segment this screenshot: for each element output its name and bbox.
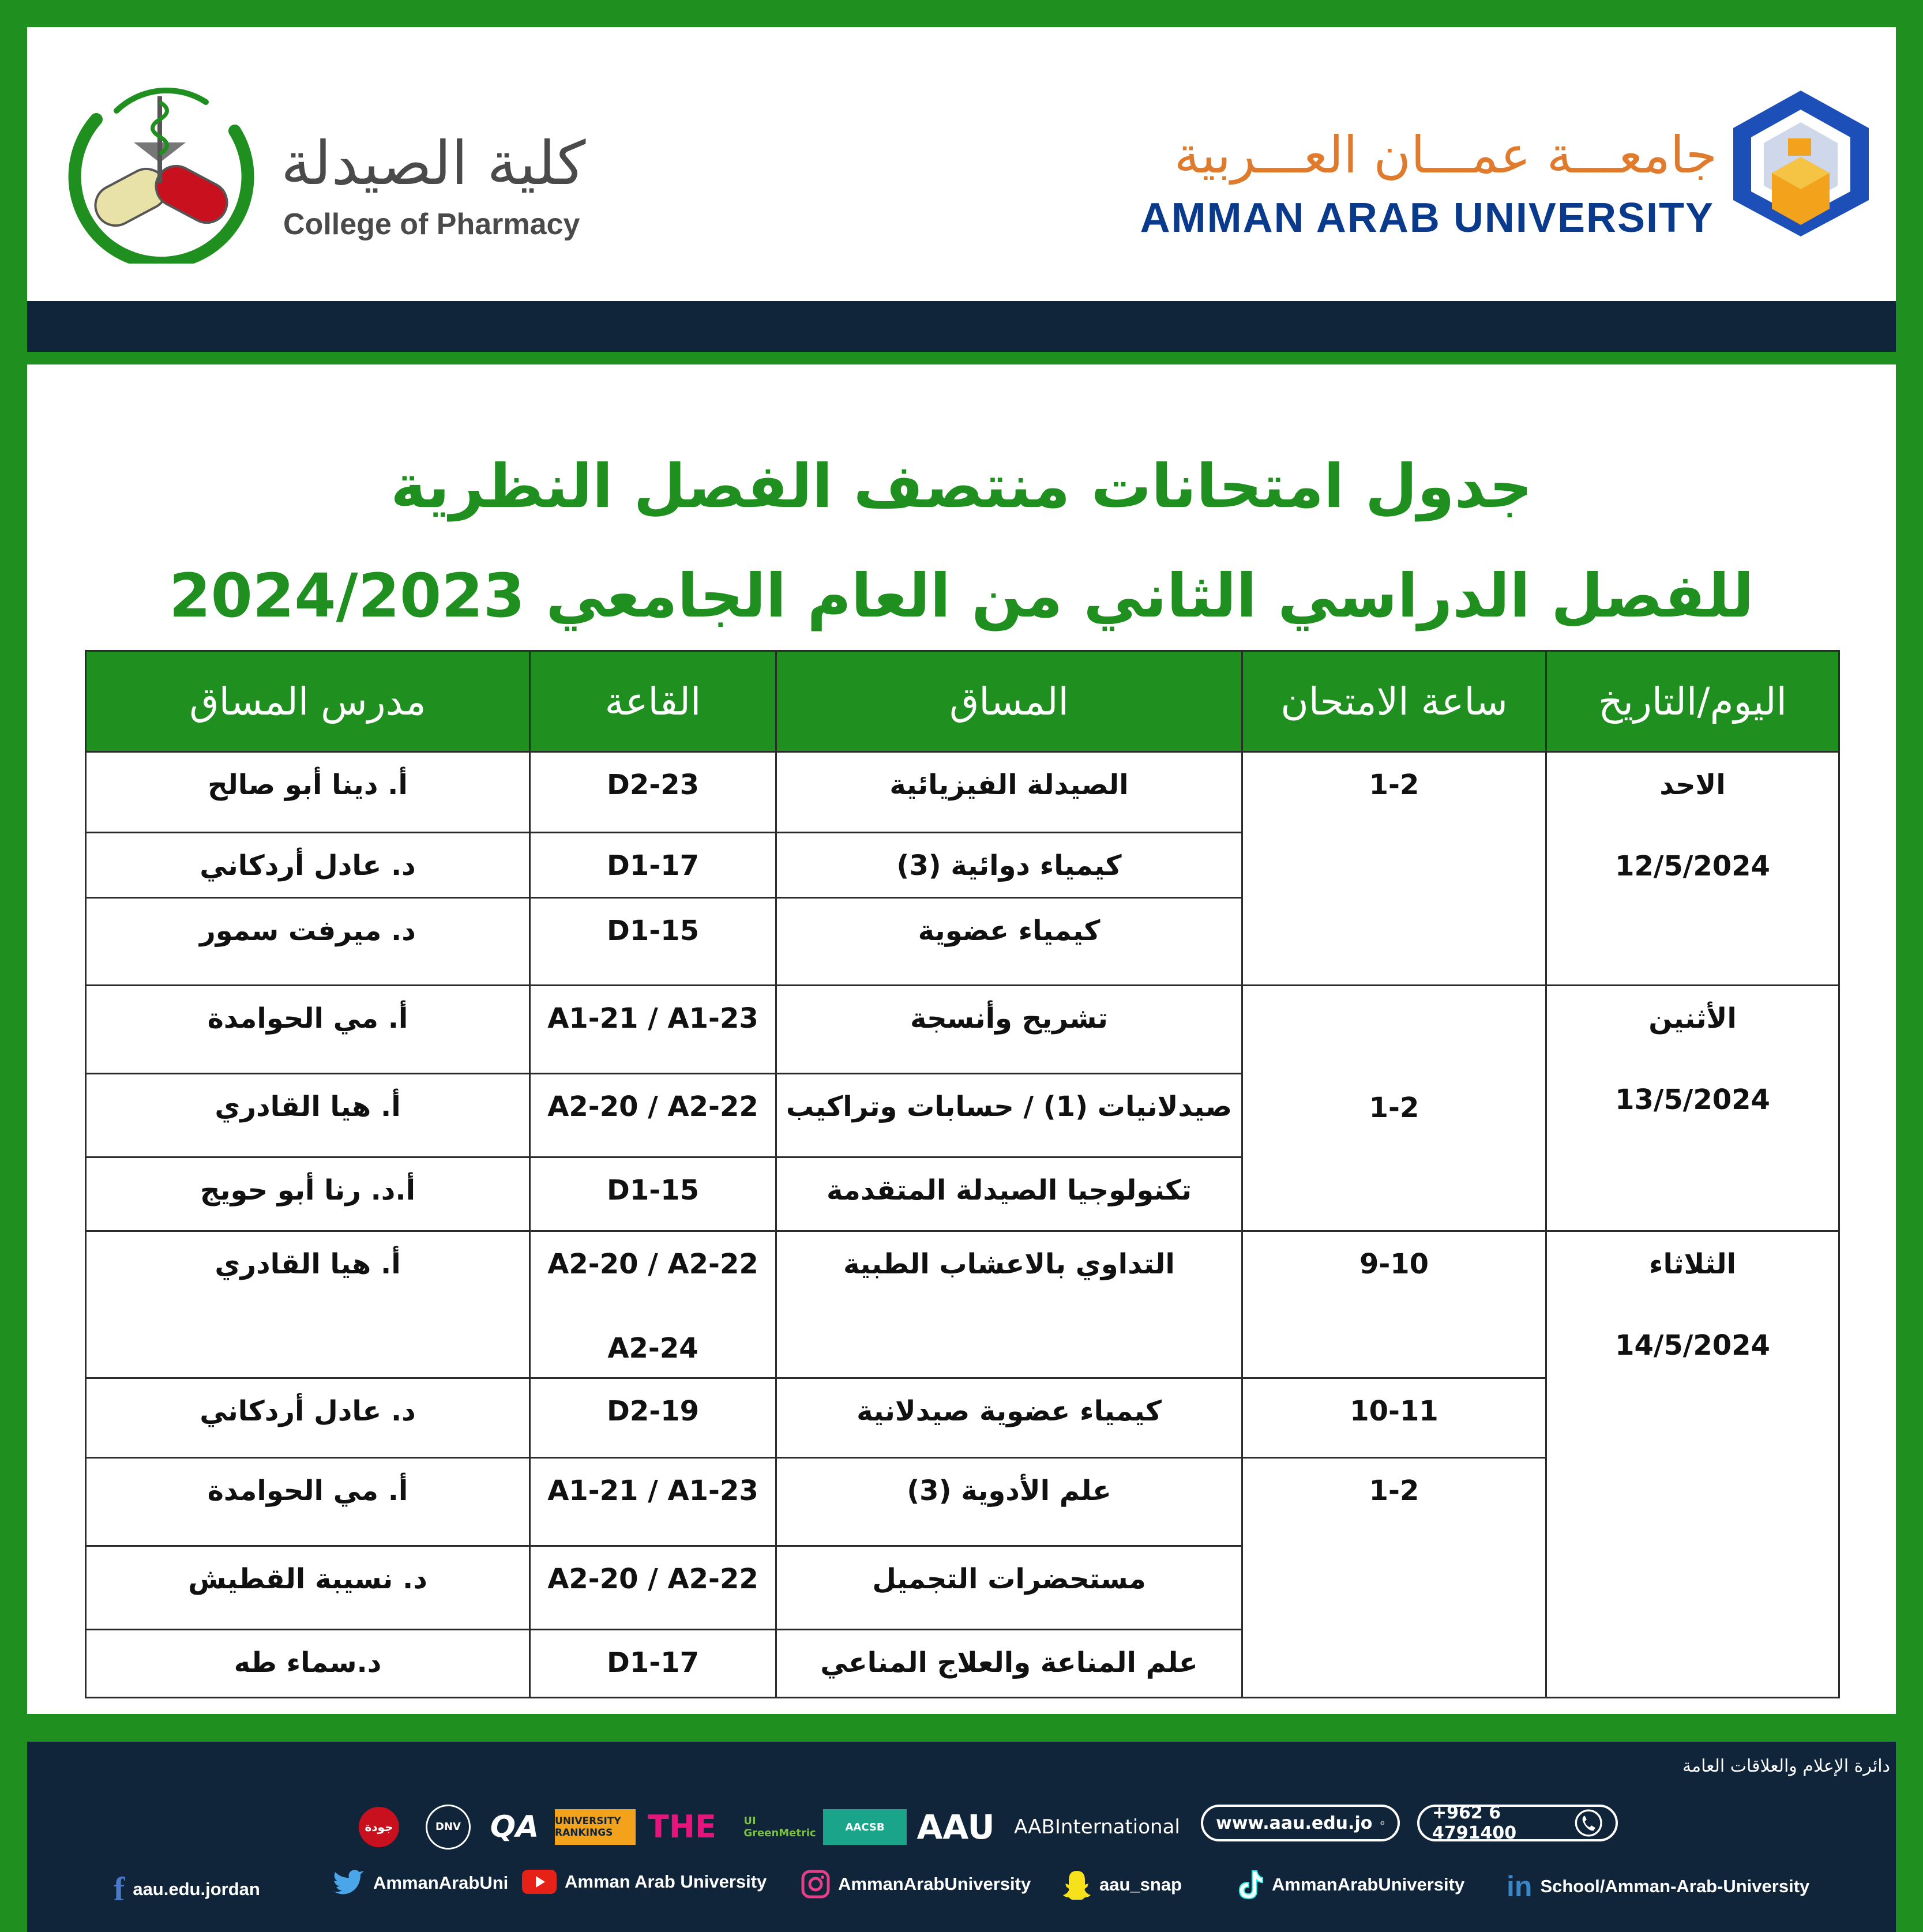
exam-schedule-table <box>85 650 1840 1698</box>
room-value: A2-20 / A2-22 <box>547 1248 758 1280</box>
exam-time-cell: 1-2 <box>1242 752 1546 986</box>
youtube-icon <box>522 1870 557 1894</box>
instagram-handle[interactable]: AmmanArabUniversity <box>838 1874 1031 1894</box>
qs-rankings-logo: UNIVERSITY RANKINGS <box>555 1809 636 1845</box>
header-divider-band <box>27 301 1896 352</box>
column-header-room: القاعة <box>530 651 776 752</box>
linkedin-link[interactable] <box>1507 1870 1809 1903</box>
instructor-cell: د. عادل أردكاني <box>86 1378 530 1458</box>
course-cell: صيدلانيات (1) / حسابات وتراكيب <box>776 1074 1242 1157</box>
aab-international-logo <box>1008 1802 1186 1851</box>
exam-time-cell: 9-10 <box>1242 1231 1546 1378</box>
room-cell <box>530 1231 776 1378</box>
the-rankings-logo: THE <box>648 1809 716 1845</box>
course-cell: تكنولوجيا الصيدلة المتقدمة <box>776 1157 1242 1231</box>
column-header-exam-time: ساعة الامتحان <box>1242 651 1546 752</box>
course-cell: الصيدلة الفيزيائية <box>776 752 1242 833</box>
university-name-english: AMMAN ARAB UNIVERSITY <box>1140 195 1714 241</box>
room-cell: D1-17 <box>530 833 776 898</box>
course-cell: كيمياء دوائية (3) <box>776 833 1242 898</box>
youtube-channel[interactable]: Amman Arab University <box>565 1871 767 1892</box>
instructor-cell: أ. مي الحوامدة <box>86 1458 530 1546</box>
table-row <box>86 986 1839 1074</box>
footer <box>27 1742 1896 1932</box>
exam-time-cell: 1-2 <box>1242 1458 1546 1698</box>
exam-time-value: 1-2 <box>1369 1092 1419 1124</box>
linkedin-icon: in <box>1507 1870 1533 1903</box>
youtube-link[interactable] <box>522 1870 767 1894</box>
day-cell-tuesday <box>1546 1231 1839 1698</box>
snapchat-link[interactable] <box>1062 1870 1182 1900</box>
social-links <box>27 1857 1896 1909</box>
course-cell: علم الأدوية (3) <box>776 1458 1242 1546</box>
snapchat-handle[interactable]: aau_snap <box>1099 1874 1182 1895</box>
room-cell: A1-21 / A1-23 <box>530 986 776 1074</box>
facebook-handle[interactable]: aau.edu.jordan <box>133 1878 260 1899</box>
day-name: الأثنين <box>1648 1002 1737 1035</box>
instructor-cell: د. عادل أردكاني <box>86 833 530 898</box>
room-cell: D1-17 <box>530 1630 776 1698</box>
course-cell: مستحضرات التجميل <box>776 1546 1242 1630</box>
facebook-icon: f <box>114 1870 125 1908</box>
college-name-english: College of Pharmacy <box>283 208 580 241</box>
accreditation-logos <box>27 1796 1896 1860</box>
pharmacy-logo-icon <box>62 67 258 264</box>
instructor-cell: د. نسيبة القطيش <box>86 1546 530 1630</box>
room-cell: A1-21 / A1-23 <box>530 1458 776 1546</box>
snapchat-icon <box>1062 1870 1091 1900</box>
room-cell: A2-20 / A2-22 <box>530 1546 776 1630</box>
day-cell-sunday <box>1546 752 1839 986</box>
phone-number[interactable]: +962 6 4791400 <box>1432 1803 1517 1843</box>
exam-time-cell <box>1242 986 1546 1231</box>
day-cell-monday <box>1546 986 1839 1231</box>
column-header-day-date: اليوم/التاريخ <box>1546 651 1839 752</box>
phone-icon <box>1574 1806 1603 1840</box>
day-date: 14/5/2024 <box>1615 1329 1770 1362</box>
college-name-arabic: كلية الصيدلة <box>281 128 586 198</box>
room-cell: D1-15 <box>530 898 776 986</box>
column-header-course: المساق <box>776 651 1242 752</box>
jawda-label: جودة <box>359 1807 399 1847</box>
university-name-arabic: جامعـــة عمـــان العـــربية <box>1174 125 1717 185</box>
twitter-icon <box>333 1870 365 1896</box>
room-cell: D1-15 <box>530 1157 776 1231</box>
aab-label: AABInternational <box>1014 1815 1180 1839</box>
instructor-cell: أ.د. رنا أبو حويج <box>86 1157 530 1231</box>
twitter-handle[interactable]: AmmanArabUni <box>373 1873 509 1893</box>
linkedin-handle[interactable]: School/Amman-Arab-University <box>1540 1876 1810 1896</box>
course-cell: كيمياء عضوية صيدلانية <box>776 1378 1242 1458</box>
page-frame <box>27 27 1896 1714</box>
dnv-logo <box>425 1802 471 1851</box>
course-cell: تشريح وأنسجة <box>776 986 1242 1074</box>
table-row <box>86 752 1839 833</box>
instructor-cell: د.سماء طه <box>86 1630 530 1698</box>
instructor-cell: أ. هيا القادري <box>86 1074 530 1157</box>
dnv-label: DNV <box>426 1805 471 1850</box>
website-pill[interactable] <box>1201 1805 1400 1841</box>
table-row <box>86 1231 1839 1378</box>
twitter-link[interactable] <box>333 1870 508 1896</box>
page-subtitle: للفصل الدراسي الثاني من العام الجامعي 2024/2023 <box>169 561 1754 631</box>
qa-logo: QA <box>490 1809 539 1844</box>
tiktok-link[interactable] <box>1238 1870 1464 1900</box>
facebook-link[interactable] <box>114 1870 260 1908</box>
globe-icon <box>1380 1806 1385 1840</box>
tiktok-icon <box>1238 1870 1264 1900</box>
instructor-cell: أ. دينا أبو صالح <box>86 752 530 833</box>
header <box>27 27 1896 301</box>
header-divider-green <box>27 352 1896 364</box>
ui-greenmetric-logo: UI GreenMetric <box>743 1814 816 1839</box>
course-cell: التداوي بالاعشاب الطبية <box>776 1231 1242 1378</box>
day-date: 13/5/2024 <box>1615 1084 1770 1116</box>
page-title: جدول امتحانات منتصف الفصل النظرية <box>390 451 1533 521</box>
room-value: A2-24 <box>607 1332 698 1365</box>
department-label: دائرة الإعلام والعلاقات العامة <box>1682 1756 1890 1776</box>
table-header-row <box>86 651 1839 752</box>
room-cell: A2-20 / A2-22 <box>530 1074 776 1157</box>
instructor-cell: أ. هيا القادري <box>86 1231 530 1378</box>
day-date: 12/5/2024 <box>1615 850 1770 882</box>
column-header-instructor: مدرس المساق <box>86 651 530 752</box>
course-cell: علم المناعة والعلاج المناعي <box>776 1630 1242 1698</box>
room-cell: D2-23 <box>530 752 776 833</box>
day-name: الاحد <box>1659 769 1726 801</box>
course-cell: كيمياء عضوية <box>776 898 1242 986</box>
day-name: الثلاثاء <box>1648 1248 1737 1280</box>
phone-pill[interactable] <box>1417 1805 1618 1841</box>
exam-time-cell: 10-11 <box>1242 1378 1546 1458</box>
tiktok-handle[interactable]: AmmanArabUniversity <box>1272 1874 1465 1895</box>
instagram-icon <box>801 1870 830 1899</box>
instructor-cell: أ. مي الحوامدة <box>86 986 530 1074</box>
jawda-logo <box>353 1802 405 1851</box>
instagram-link[interactable] <box>801 1870 1031 1899</box>
aacsb-logo: AACSB <box>823 1809 907 1845</box>
aau-logo-icon <box>1730 88 1872 238</box>
website-link[interactable]: www.aau.edu.jo <box>1216 1813 1373 1833</box>
instructor-cell: د. ميرفت سمور <box>86 898 530 986</box>
aau-small-logo: AAU <box>917 1807 995 1847</box>
room-cell: D2-19 <box>530 1378 776 1458</box>
